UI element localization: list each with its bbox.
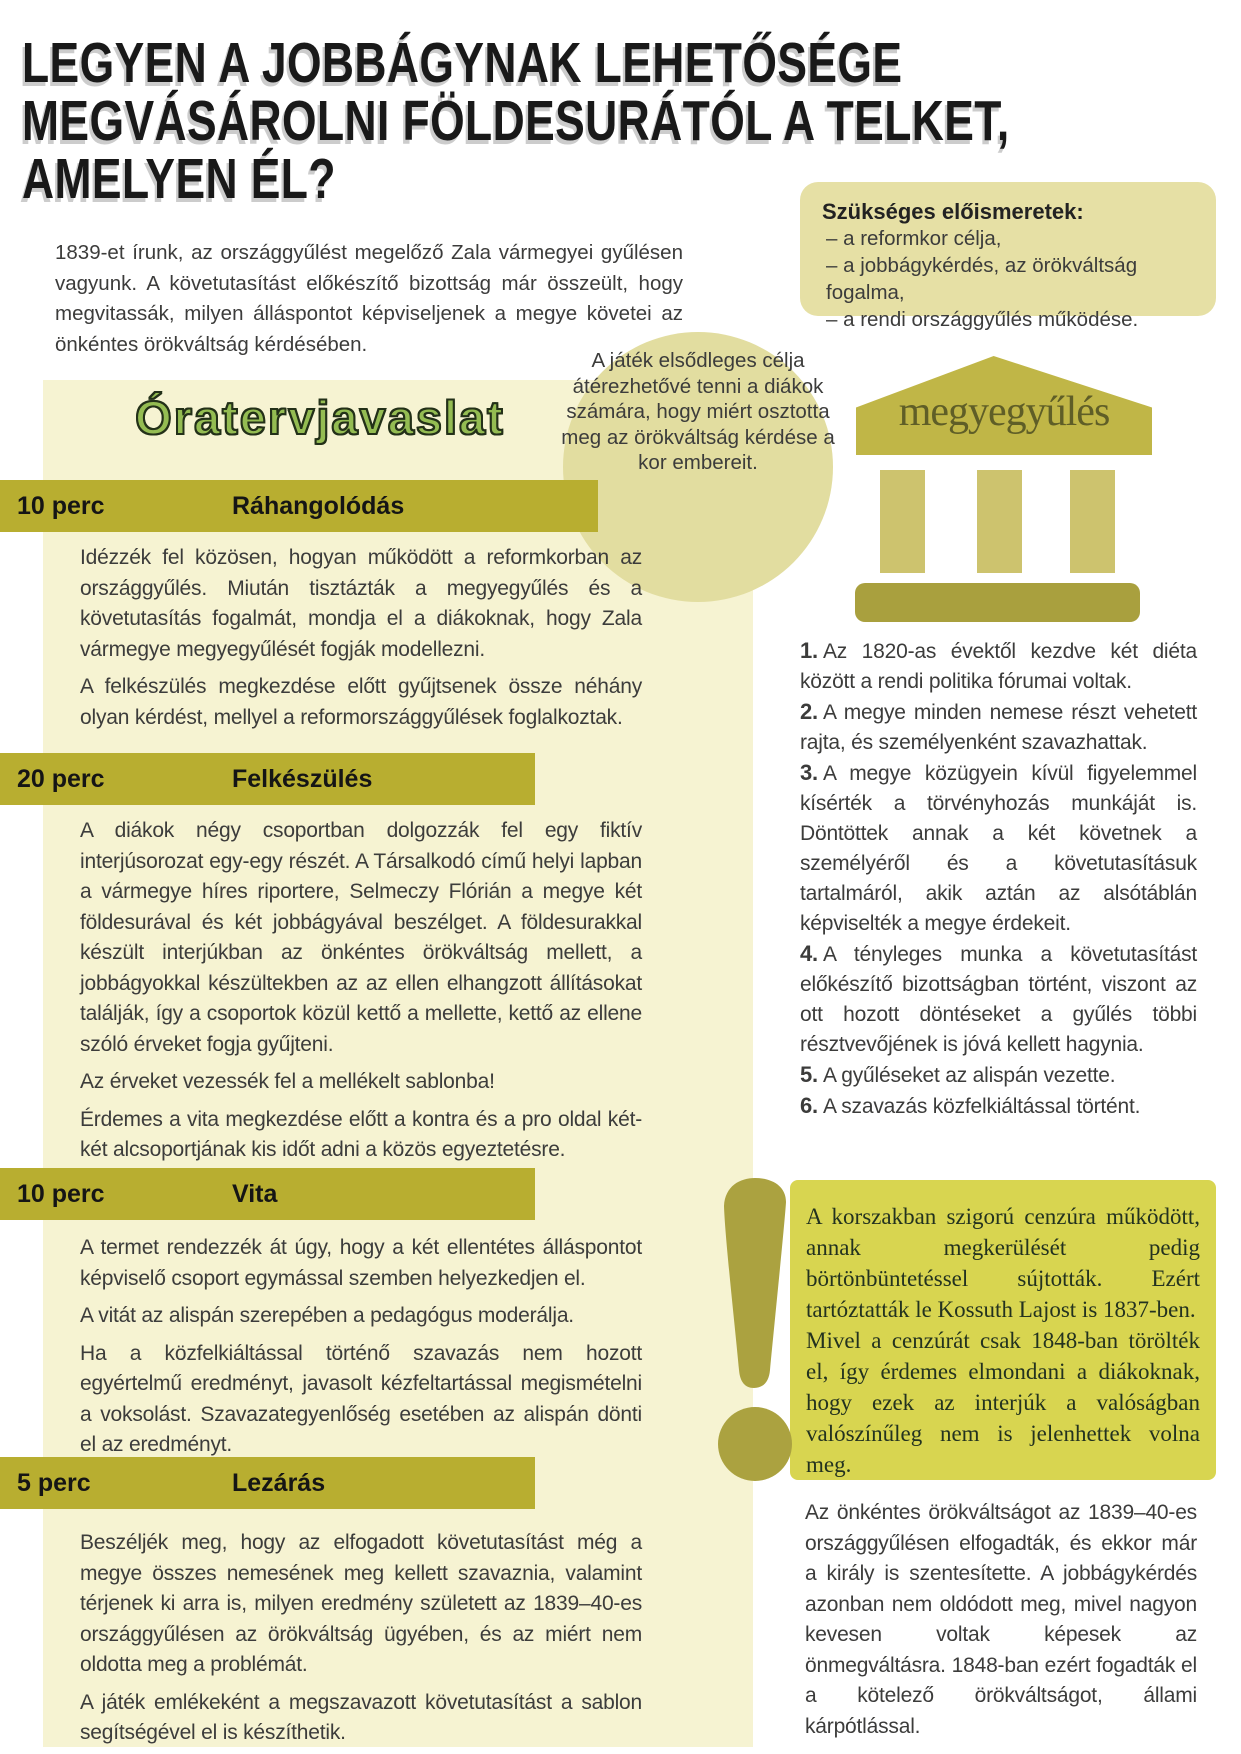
fact-item xyxy=(800,758,1197,939)
fact-number: 5. xyxy=(800,1062,818,1087)
fact-item xyxy=(800,1091,1197,1122)
building-column-icon xyxy=(1070,470,1115,573)
fact-number: 1. xyxy=(800,638,818,663)
fact-text: A gyűléseket az alispán vezette. xyxy=(822,1064,1116,1087)
section-duration: 5 perc xyxy=(17,1469,91,1497)
prerequisite-item: – a rendi országgyűlés működése. xyxy=(826,308,1139,331)
page-title-line-3: AMELYEN ÉL? xyxy=(22,147,336,211)
lesson-plan-heading: Óratervjavaslat xyxy=(135,391,505,444)
assembly-building-label: megyegyűlés xyxy=(898,389,1110,435)
fact-text: A megye minden nemese részt vehetett rajta, és személyenként szavazhattak. xyxy=(800,701,1197,754)
fact-item xyxy=(800,636,1197,697)
intro-paragraph: 1839-et írunk, az országgyűlést megelőző Zala vármegyei gyűlésen vagyunk. A követutasítást előkészítő bizottság már összeült, hogy megvitassák, milyen álláspontot képviseljenek a megye követei az önkéntes örökváltság kérdésében. xyxy=(55,241,683,356)
fact-number: 2. xyxy=(800,699,818,724)
paragraph: A diákok négy csoportban dolgozzák fel egy fiktív interjúsorozat egy-egy részét. A Társalkodó című helyi lapban a vármegye híres riportere, Selmeczy Flórián a megye két földesurával és két jobbágyával beszélget. A földesurakkal készült interjúkban az önkéntes örökváltság mellett, a jobbágyokkal készültekben az az ellen elhangzott állításokat találják, így a csoportok közül kettő a mellette, kettő az ellene szóló érveket fogja gyűjteni. xyxy=(80,819,642,1056)
section-name: Ráhangolódás xyxy=(232,492,405,520)
fact-number: 6. xyxy=(800,1093,818,1118)
section-bar-vita xyxy=(0,1168,535,1220)
fact-text: A szavazás közfelkiáltással történt. xyxy=(822,1095,1141,1118)
paragraph: A vitát az alispán szerepében a pedagógus moderálja. xyxy=(80,1304,574,1327)
section-name: Felkészülés xyxy=(232,765,373,793)
fact-item xyxy=(800,697,1197,758)
censorship-paragraph: A korszakban szigorú cenzúra működött, annak megkerülését pedig börtönbüntetéssel sújtották. Ezért tartóztatták le Kossuth Lajost is 1837-ben. xyxy=(806,1204,1200,1322)
building-column-icon xyxy=(880,470,925,573)
censorship-paragraph: Mivel a cenzúrát csak 1848-ban törölték el, így érdemes elmondani a diákoknak, hogy ezek az interjúk a valóságban valószínűleg nem is jelenhettek volna meg. xyxy=(806,1328,1200,1477)
exclamation-icon xyxy=(716,1176,794,1488)
censorship-note-box xyxy=(790,1180,1216,1480)
section-body-felkeszules xyxy=(80,816,642,1173)
prerequisites-title: Szükséges előismeretek: xyxy=(822,199,1084,224)
building-column-icon xyxy=(977,470,1022,573)
section-bar-felkeszules xyxy=(0,753,535,805)
fact-text: A megye közügyein kívül figyelemmel kísérték a törvényhozás munkáját is. Döntöttek annak a két követnek a személyéről és a követutasításuk tartalmáról, akik aztán az alsótáblán képviselték a megye érdekeit. xyxy=(800,762,1197,935)
assembly-building-base xyxy=(855,583,1140,622)
section-name: Lezárás xyxy=(232,1469,326,1497)
page-title-line-1: LEGYEN A JOBBÁGYNAK LEHETŐSÉGE xyxy=(22,31,903,95)
prerequisite-item: – a jobbágykérdés, az örökváltság fogalma, xyxy=(826,254,1138,304)
paragraph: A felkészülés megkezdése előtt gyűjtsenek össze néhány olyan kérdést, mellyel a reformországgyűlések foglalkoztak. xyxy=(80,675,642,729)
fact-number: 4. xyxy=(800,941,818,966)
fact-number: 3. xyxy=(800,760,818,785)
fact-text: A tényleges munka a követutasítást előkészítő bizottságban történt, viszont az ott hozott döntéseket a gyűlés többi résztvevőjének is jóvá kellett hagynia. xyxy=(800,943,1197,1056)
section-duration: 10 perc xyxy=(17,1180,105,1208)
assembly-facts-list xyxy=(800,636,1197,1122)
section-name: Vita xyxy=(232,1180,278,1208)
fact-text: Az 1820-as évektől kezdve két diéta között a rendi politika fórumai voltak. xyxy=(800,640,1197,693)
section-bar-lezaras xyxy=(0,1457,535,1509)
section-body-rahangolodas xyxy=(80,543,642,740)
paragraph: Érdemes a vita megkezdése előtt a kontra és a pro oldal két-két alcsoportjának kis időt adni a közös egyeztetésre. xyxy=(80,1107,642,1161)
fact-item xyxy=(800,939,1197,1060)
paragraph: A termet rendezzék át úgy, hogy a két ellentétes álláspontot képviselő csoport egymással szemben helyezkedjen el. xyxy=(80,1236,642,1290)
paragraph: A játék emlékeként a megszavazott követutasítást a sablon segítségével el is készíthetik. xyxy=(80,1690,642,1744)
section-body-vita xyxy=(80,1233,642,1468)
section-body-lezaras xyxy=(80,1528,642,1754)
section-duration: 20 perc xyxy=(17,765,105,793)
paragraph: Az érveket vezessék fel a mellékelt sablonba! xyxy=(80,1070,495,1093)
page-title-line-2: MEGVÁSÁROLNI FÖLDESURÁTÓL A TELKET, xyxy=(22,89,1010,153)
paragraph: Beszéljék meg, hogy az elfogadott követutasítást még a megye összes nemesének meg kellett szavaznia, valamint térjenek ki arra is, milyen eredmény született az 1839–40-es országgyűlésen az örökváltság ügyében, és az miért nem oldotta meg a problémát. xyxy=(80,1531,642,1676)
paragraph: Idézzék fel közösen, hogyan működött a reformkorban az országgyűlés. Miután tisztázták a megyegyűlés és a követutasítás fogalmát, mondja el a diákoknak, hogy Zala vármegye megyegyűlését fogják modellezni. xyxy=(80,546,642,661)
paragraph: Ha a közfelkiáltással történő szavazás nem hozott egyértelmű eredményt, javasolt kézfeltartással megismételni a voksolást. Szavazategyenlőség esetében az alispán dönti el az eredményt. xyxy=(80,1341,642,1456)
game-goal-text: A játék elsődleges célja átérezhetővé tenni a diákok számára, hogy miért osztotta meg az örökváltság kérdése a kor embereit. xyxy=(561,349,835,474)
prerequisites-box xyxy=(800,182,1216,331)
section-duration: 10 perc xyxy=(17,492,105,520)
outcome-paragraph: Az önkéntes örökváltságot az 1839–40-es országgyűlésen elfogadták, és ekkor már a király is szentesítette. A jobbágykérdés azonban nem oldódott meg, mivel nagyon kevesen voltak képesek az önmegváltásra. 1848-ban ezért fogadták el a kötelező örökváltságot, állami kárpótlással. xyxy=(805,1501,1197,1738)
section-bar-rahangolodas xyxy=(0,480,598,532)
fact-item xyxy=(800,1060,1197,1091)
prerequisite-item: – a reformkor célja, xyxy=(826,227,1002,250)
